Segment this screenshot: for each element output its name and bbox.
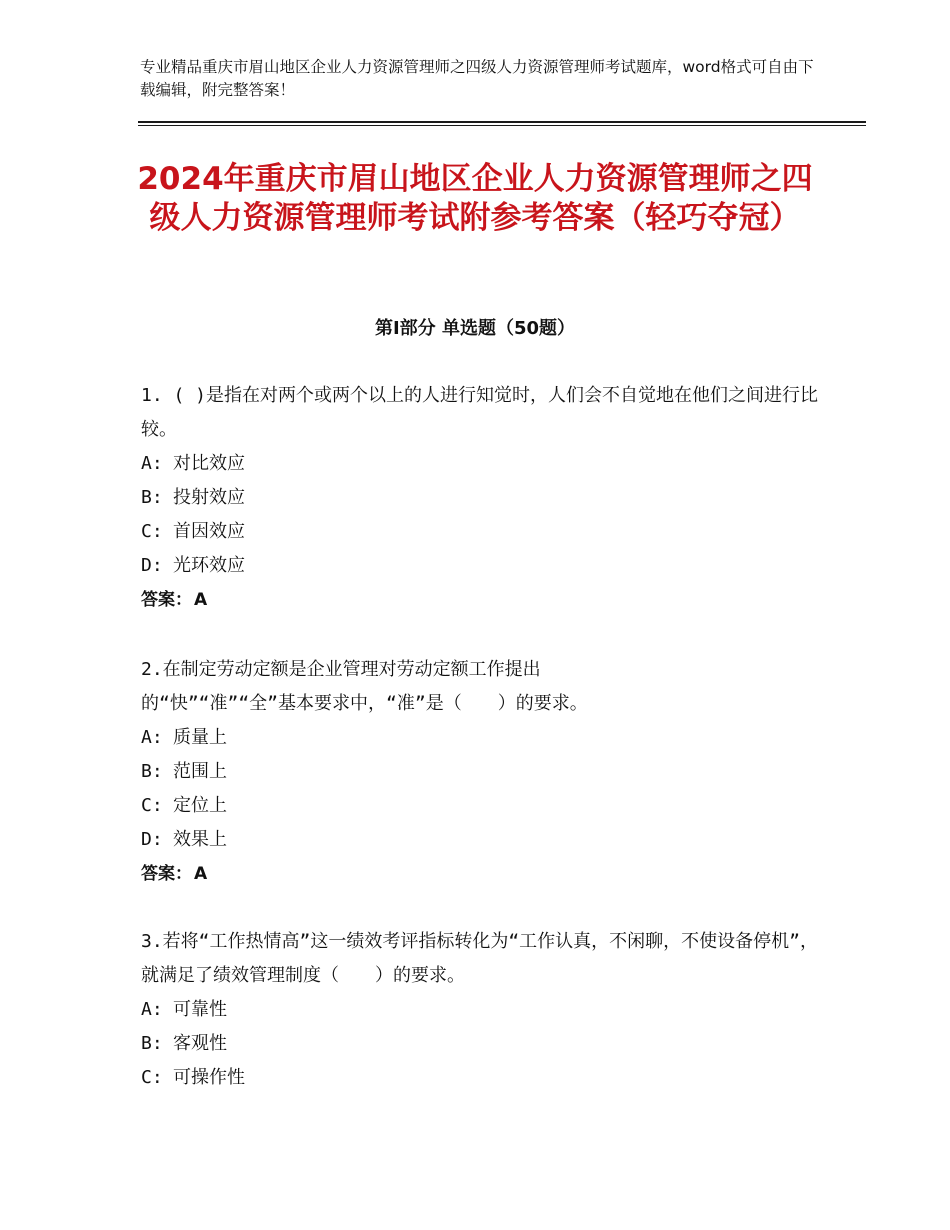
header-note: 专业精品重庆市眉山地区企业人力资源管理师之四级人力资源管理师考试题库，word格式可自由下载编辑，附完整答案！ <box>140 58 814 99</box>
question-text-line-1: 2.在制定劳动定额是企业管理对劳动定额工作提出 <box>141 659 541 680</box>
question-text: 3.若将“工作热情高”这一绩效考评指标转化为“工作认真，不闲聊，不使设备停机”，就满足了绩效管理制度（ ）的要求。 <box>141 931 819 986</box>
option-a <box>141 721 821 755</box>
option-text: 范围上 <box>173 761 227 782</box>
option-text: 效果上 <box>173 829 227 850</box>
option-label: B: <box>141 761 163 782</box>
option-b <box>141 755 821 789</box>
option-label: C: <box>141 521 163 542</box>
option-c <box>141 1061 821 1095</box>
option-text: 首因效应 <box>173 521 245 542</box>
option-text: 定位上 <box>173 795 227 816</box>
question-1 <box>141 379 821 617</box>
option-text: 光环效应 <box>173 555 245 576</box>
option-label: D: <box>141 829 163 850</box>
answer-label: 答案： <box>141 864 192 884</box>
option-label: C: <box>141 1067 163 1088</box>
header-divider-thin <box>138 125 866 126</box>
option-b <box>141 481 821 515</box>
option-a <box>141 447 821 481</box>
header-divider-thick <box>138 121 866 123</box>
option-text: 对比效应 <box>173 453 245 474</box>
section-title: 第Ⅰ部分 单选题（50题） <box>374 318 575 339</box>
option-label: A: <box>141 453 163 474</box>
option-text: 客观性 <box>173 1033 227 1054</box>
question-2 <box>141 653 821 891</box>
answer-value: A <box>194 864 208 884</box>
question-text-line-2: 的“快”“准”“全”基本要求中，“准”是（ ）的要求。 <box>141 693 588 714</box>
option-d <box>141 823 821 857</box>
option-label: B: <box>141 487 163 508</box>
answer-value: A <box>194 590 208 610</box>
option-c <box>141 789 821 823</box>
option-text: 可靠性 <box>173 999 227 1020</box>
option-label: A: <box>141 999 163 1020</box>
answer <box>141 857 821 891</box>
option-c <box>141 515 821 549</box>
option-label: B: <box>141 1033 163 1054</box>
option-label: A: <box>141 727 163 748</box>
option-label: D: <box>141 555 163 576</box>
document-title: 2024年重庆市眉山地区企业人力资源管理师之四级人力资源管理师考试附参考答案（轻巧夺冠） <box>137 161 813 236</box>
option-label: C: <box>141 795 163 816</box>
option-a <box>141 993 821 1027</box>
option-b <box>141 1027 821 1061</box>
option-text: 质量上 <box>173 727 227 748</box>
question-3 <box>141 925 821 1095</box>
answer <box>141 583 821 617</box>
answer-label: 答案： <box>141 590 192 610</box>
option-text: 投射效应 <box>173 487 245 508</box>
option-text: 可操作性 <box>173 1067 245 1088</box>
question-text: 1. ( )是指在对两个或两个以上的人进行知觉时，人们会不自觉地在他们之间进行比较。 <box>141 385 819 440</box>
option-d <box>141 549 821 583</box>
